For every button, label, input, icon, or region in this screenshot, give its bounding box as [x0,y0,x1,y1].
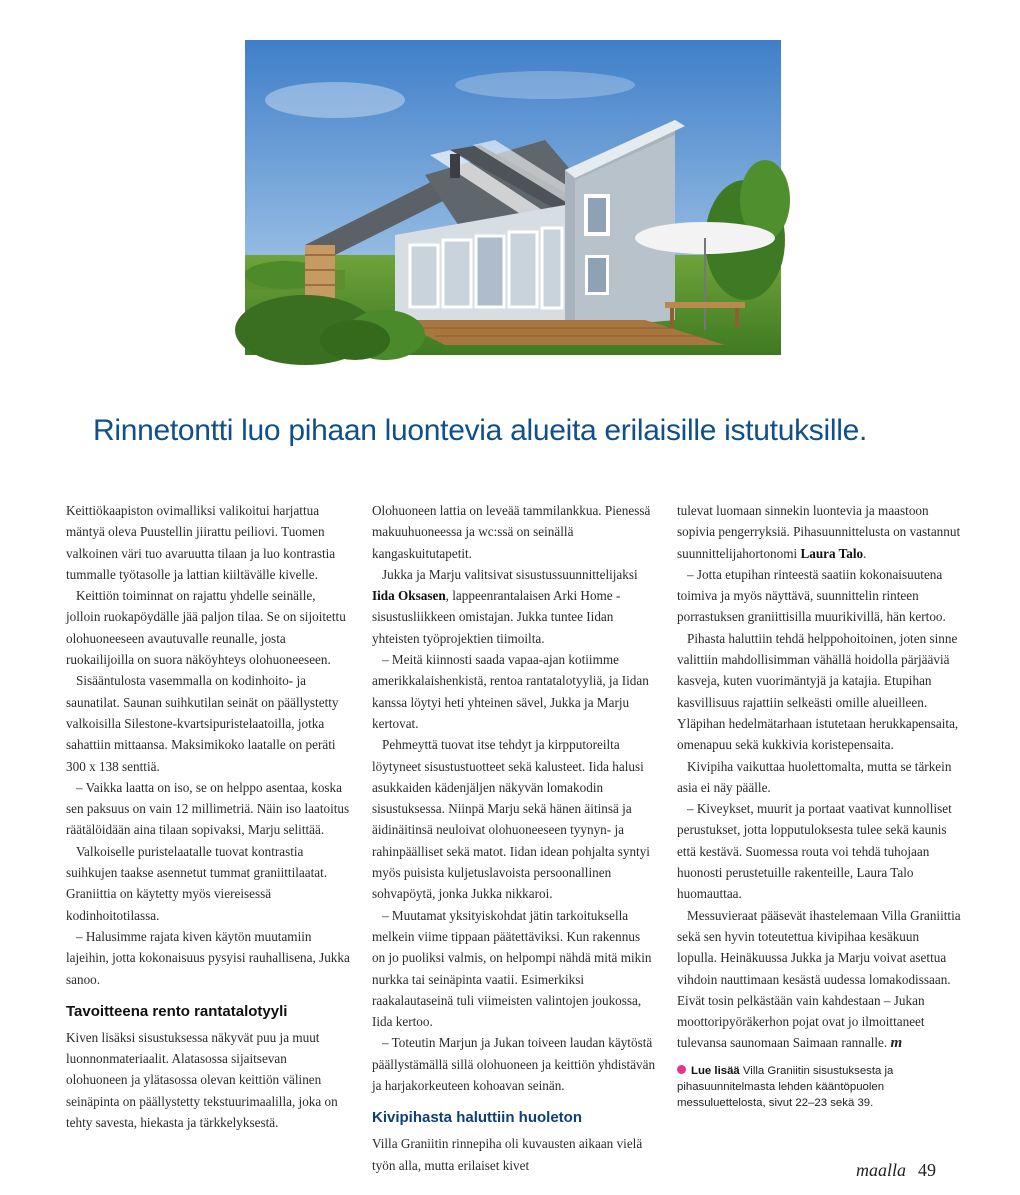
photo-caption [810,90,1020,124]
paragraph: – Meitä kiinnosti saada vapaa-ajan kotiimme amerikkalaishenkistä, rentoa rantatalotyyliä, ja Iidan kanssa löytyi heti yhteinen sävel, Jukka ja Marju kertovat. [372,652,649,731]
house-photo [245,40,993,355]
paragraph: – Jotta etupihan rinteestä saatiin kokonaisuutena toimiva ja myös näyttävä, suunnittelin rinteen porrastuksen graniittisilla muurikivillä, hän kertoo. [677,566,946,625]
page-footer [856,1160,936,1181]
paragraph: – Muutamat yksityiskohdat jätin tarkoituksella melkein viime tippaan päätettäviksi. Kun rakennus on jo puoliksi valmis, on helpompi nähdä mitä mikin nurkka tai seinäpinta vaatii. Esimerkiksi raakalautaseinä tuli viimeisten valintojen joukossa, Iida kertoo. [372,907,652,1030]
magazine-logo: maalla [855,1160,906,1180]
read-more-note [677,1063,961,1111]
paragraph [372,564,656,649]
article-column-2 [372,500,656,1176]
paragraph: Keittiökaapiston ovimalliksi valikoitui harjattua mäntyä oleva Puustellin jiirattu peiliovi. Tuomen valkoinen väri tuo avaruutta tilaan ja luo kontrastia tummalle työtasolle ja lattian kiiltävälle kivelle. [66,503,336,582]
paragraph: – Toteutin Marjun ja Jukan toiveen laudan käytöstä päällystämällä sillä olohuoneen ja keittiön yhdistävän ja harjakorkeuteen kohoavan seinän. [372,1035,656,1094]
paragraph [677,905,961,1055]
text: Messuvieraat pääsevät ihastelemaan Villa Graniittia sekä sen hyvin toteutettua kivipihaa kesäkuun lopulla. Heinäkuussa Jukka ja Marju voivat asettua vihdoin nauttimaan kesästä uudessa lomakodissaan. Eivät tosin pelkästään vain kahdestaan – Jukan moottoripyöräkerhon pojat ovat jo ilmoittaneet tulevansa saunomaan Saimaan rannalle. [677,907,961,1051]
paragraph: Sisääntulosta vasemmalla on kodinhoito- ja saunatilat. Saunan suihkutilan seinät on päällystetty valkoisilla Silestone-kvartsipuristelaatoilla, jotka sahattiin mittaansa. Maksimikoko laatalle on peräti 300 x 138 senttiä. [66,673,339,774]
text: Jukka ja Marju valitsivat sisustussuunnittelijaksi [382,566,638,582]
paragraph: – Kiveykset, muurit ja portaat vaativat kunnolliset perustukset, jotta lopputuloksesta tulee sekä kaunis että kestävä. Suomessa routa voi tehdä tuhojaan huonosti perustetuille rakenteille, Laura Talo huomauttaa. [677,801,952,902]
paragraph: Villa Graniitin rinnepiha oli kuvausten aikaan vielä työn alla, mutta erilaiset kivet [372,1136,643,1173]
paragraph [677,500,961,564]
paragraph: Valkoiselle puristelaatalle tuovat kontrastia suihkujen taakse asennetut tummat graniittilaatat. Graniittia on käytetty myös viereisessä kodinhoitotilassa. [66,843,328,923]
read-more-label: Lue lisää [691,1064,740,1077]
end-mark: m [890,1035,903,1052]
caption-line: Villa Graniitti on muunneltu [810,91,960,105]
paragraph: Kiven lisäksi sisustuksessa näkyvät puu ja muut luonnonmateriaalit. Alatasossa sijaitsevan olohuoneen ja ylätasossa olevan keittiön välinen seinäpinta on päällystetty tekstuurimaalilla, joka on tehty savesta, hiekasta ja tärkkelyksestä. [66,1029,338,1131]
subheading: Tavoitteena rento rantatalotyyli [66,1002,288,1020]
person-name: Iida Oksasen [372,588,446,604]
text: tulevat luomaan sinnekin luontevia ja maastoon sopivia pengerryksiä. Pihasuunnittelusta on vastannut suunnittelijahortonomi [677,503,961,561]
text: , lappeenrantalaisen Arki Home -sisustusliikkeen omistajan. Jukka tuntee Iidan yhteisten työprojektien tiimoilta. [372,588,621,646]
paragraph: Keittiön toiminnat on rajattu yhdelle seinälle, jolloin ruokapöydälle jää paljon tilaa. Se on sijoitettu olohuoneeseen avautuvalle reunalle, josta ruokailijoilla on suora näköyhteys olohuoneeseen. [66,588,346,668]
text: . [863,545,867,561]
headline: Rinnetontti luo pihaan luontevia alueita erilaisille istutuksille. [93,414,867,447]
paragraph: Kivipiha vaikuttaa huolettomalta, mutta se tärkein asia ei näy päälle. [677,758,952,795]
caption-line: Kastellitalojen Rinnevisio-talosta. [810,108,993,122]
read-more-text: Villa Graniitin sisustuksesta ja pihasuunnitelmasta lehden kääntöpuolen messuluettelosta, sivut 22–23 sekä 39. [677,1064,894,1109]
article-column-3 [677,500,961,1111]
article-column-1 [66,500,350,1133]
subheading: Kivipihasta haluttiin huoleton [372,1109,582,1127]
paragraph: Pihasta haluttiin tehdä helppohoitoinen, joten sinne valittiin mahdollisimman vähällä hoidolla pärjääviä kasveja, kuten vuorimäntyjä ja katajia. Etupihan kasvillisuus rajattiin selkeästi omille alueilleen. Yläpihan hedelmätarhaan istutetaan herukkapensaita, omenapuu sekä kukkivia koristepensaita. [677,630,959,753]
paragraph: – Vaikka laatta on iso, se on helppo asentaa, koska sen paksuus on vain 12 millimetriä. Näin iso laatoitus räätälöidään aina tilaan sopivaksi, Marju selittää. [66,779,350,838]
house-illustration [245,40,781,355]
page-number: 49 [918,1160,936,1180]
paragraph: – Halusimme rajata kiven käytön muutamiin lajeihin, jotta kokonaisuus pysyisi rauhallisena, Jukka sanoo. [66,928,350,987]
person-name: Laura Talo [800,545,864,561]
paragraph: Pehmeyttä tuovat itse tehdyt ja kirpputoreilta löytyneet sisustustuotteet sekä kalusteet. Iida halusi asukkaiden kädenjäljen näkyvän lomakodin sisustuksessa. Niinpä Marju sekä hänen äitinsä ja äidinäitinsä neuloivat olohuoneeseen tyynyn- ja rahinpäälliset sekä matot. Iidan idean pohjalta syntyi myös puisista kuljetuslavoista persoonallinen sohvapöytä, jonka Jukka nikkaroi. [372,737,650,902]
bullet-icon [677,1065,686,1074]
paragraph: Olohuoneen lattia on leveää tammilankkua. Pienessä makuuhuoneessa ja wc:ssä on seinällä kangaskuitutapetit. [372,503,651,561]
